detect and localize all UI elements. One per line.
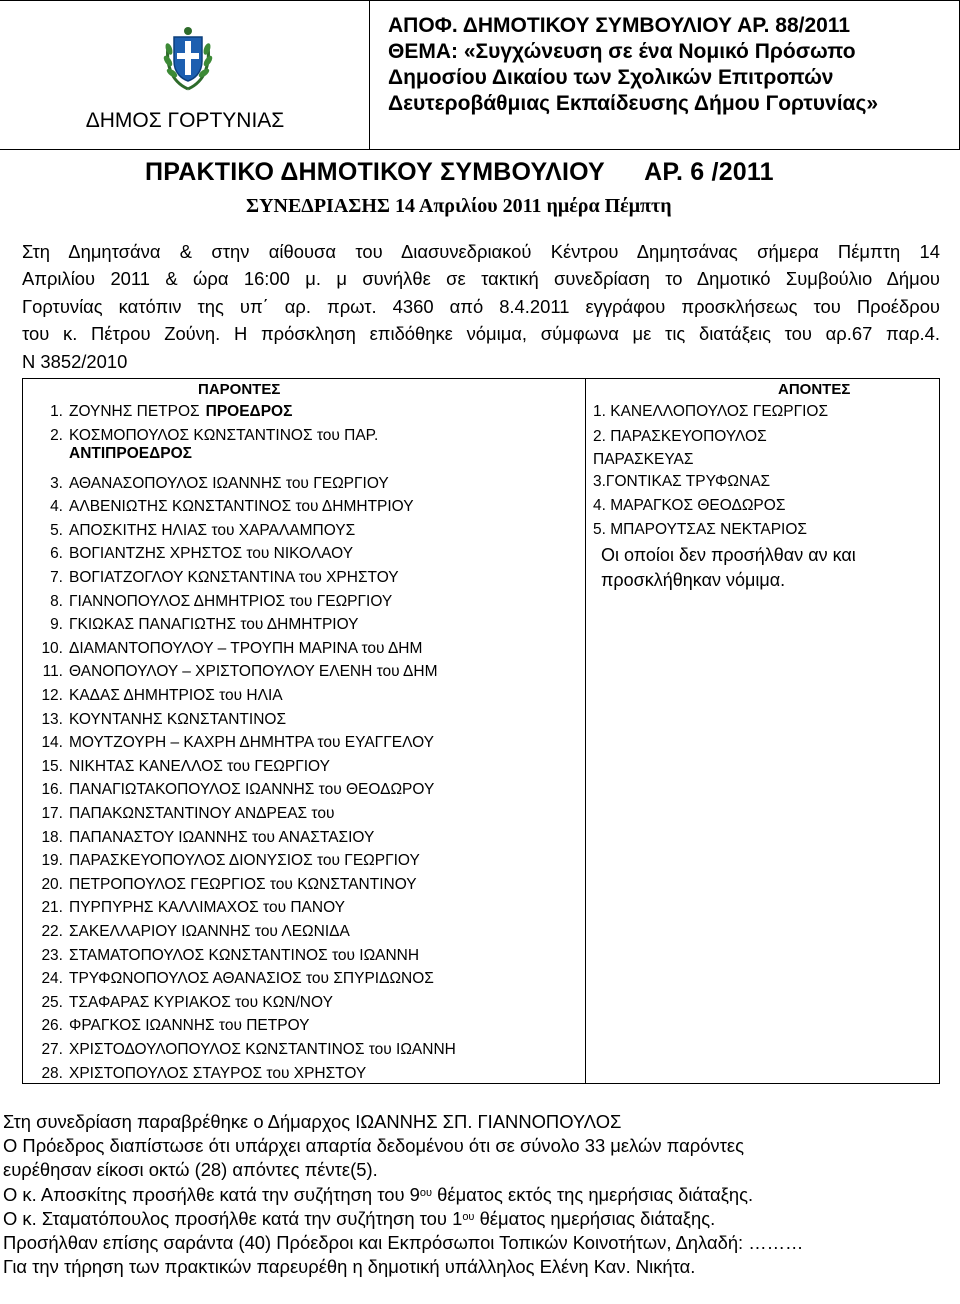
member-number: 3. xyxy=(50,474,63,492)
ordinal-suffix: ου xyxy=(419,1186,433,1199)
member-number: 10. xyxy=(41,639,63,657)
decision-line: Δημοσίου Δικαίου των Σχολικών Επιτροπών xyxy=(388,66,834,89)
member-number: 24. xyxy=(41,970,63,988)
member-number: 12. xyxy=(41,687,63,704)
member-name: ΧΡΙΣΤΟΔΟΥΛΟΠΟΥΛΟΣ ΚΩΝΣΤΑΝΤΙΝΟΣ του ΙΩΑΝΝΗ xyxy=(69,1041,456,1058)
member-name: ΠΑΡΑΣΚΕΥΟΠΟΥΛΟΣ ΔΙΟΝΥΣΙΟΣ του ΓΕΩΡΓΙΟΥ xyxy=(69,852,420,870)
minutes-title-text: ΠΡΑΚΤΙΚΟ ΔΗΜΟΤΙΚΟΥ ΣΥΜΒΟΥΛΙΟΥ xyxy=(145,158,605,186)
present-member xyxy=(25,923,350,941)
member-name: ΝΙΚΗΤΑΣ ΚΑΝΕΛΛΟΣ του ΓΕΩΡΓΙΟΥ xyxy=(69,757,330,775)
member-number: 19. xyxy=(41,852,63,870)
member-number: 13. xyxy=(41,710,63,728)
member-name: ΠΕΤΡΟΠΟΥΛΟΣ ΓΕΩΡΓΙΟΣ του ΚΩΝΣΤΑΝΤΙΝΟΥ xyxy=(69,875,417,893)
member-number: 21. xyxy=(41,899,63,917)
presidents-line: Προσήλθαν επίσης σαράντα (40) Πρόεδροι και Εκπρόσωποι Τοπικών Κοινοτήτων, Δηλαδή: ……… xyxy=(3,1232,804,1254)
member-number: 17. xyxy=(41,805,63,822)
member-name: ΒΟΓΙΑΤΖΟΓΛΟΥ ΚΩΝΣΤΑΝΤΙΝΑ του ΧΡΗΣΤΟΥ xyxy=(69,569,399,586)
decision-line: Δευτεροβάθμιας Εκπαίδευσης Δήμου Γορτυνίας» xyxy=(388,92,879,115)
present-member xyxy=(25,640,422,658)
member-name: ΚΟΥΝΤΑΝΗΣ ΚΩΝΣΤΑΝΤΙΝΟΣ xyxy=(69,710,287,728)
intro-line: Απριλίου 2011 & ώρα 16:00 μ. μ συνήλθε σε τακτική συνεδρίαση το Δημοτικό Συμβούλιο Δήμου xyxy=(22,268,940,290)
member-name: ΠΑΠΑΚΩΝΣΤΑΝΤΙΝΟΥ ΑΝΔΡΕΑΣ του xyxy=(69,805,335,822)
present-member xyxy=(25,593,392,611)
member-name: ΠΑΠΑΝΑΣΤΟΥ ΙΩΑΝΝΗΣ του ΑΝΑΣΤΑΣΙΟΥ xyxy=(69,828,375,846)
intro-line: Στη Δημητσάνα & στην αίθουσα του Διασυνεδριακού Κέντρου Δημητσάνας σήμερα Πέμπτη 14 xyxy=(22,241,940,262)
member-name: ΘΑΝΟΠΟΥΛΟΥ – ΧΡΙΣΤΟΠΟΥΛΟΥ ΕΛΕΝΗ του ΔΗΜ xyxy=(69,663,438,681)
present-member xyxy=(25,899,345,917)
member-number: 1. xyxy=(50,403,63,420)
absent-item: 2. ΠΑΡΑΣΚΕΥΟΠΟΥΛΟΣ ΠΑΡΑΣΚΕΥΑΣ xyxy=(593,428,767,468)
present-member xyxy=(25,852,420,870)
member-name: ΤΡΥΦΩΝΟΠΟΥΛΟΣ ΑΘΑΝΑΣΙΟΣ του ΣΠΥΡΙΔΩΝΟΣ xyxy=(69,970,434,988)
present-member xyxy=(25,805,334,823)
member-number: 26. xyxy=(41,1017,63,1035)
member-number: 28. xyxy=(41,1064,63,1082)
member-name: ΖΟΥΝΗΣ ΠΕΤΡΟΣ xyxy=(69,403,200,420)
member-number: 14. xyxy=(41,734,63,752)
mayor-line: Στη συνεδρίαση παραβρέθηκε ο Δήμαρχος ΙΩΑΝΝΗΣ ΣΠ. ΓΙΑΝΝΟΠΟΥΛΟΣ xyxy=(3,1111,622,1132)
present-member xyxy=(25,994,333,1012)
footer-text xyxy=(0,1110,960,1279)
present-member xyxy=(25,403,292,421)
member-number: 4. xyxy=(50,498,63,516)
member-number: 7. xyxy=(50,569,63,586)
municipality-name: ΔΗΜΟΣ ΓΟΡΤΥΝΙΑΣ xyxy=(85,109,285,132)
member-name: ΑΠΟΣΚΙΤΗΣ ΗΛΙΑΣ του ΧΑΡΑΛΑΜΠΟΥΣ xyxy=(69,521,356,539)
present-member xyxy=(25,522,355,540)
decision-box xyxy=(370,0,960,150)
member-role: ΑΝΤΙΠΡΟΕΔΡΟΣ xyxy=(69,444,192,462)
member-number: 11. xyxy=(42,663,63,681)
column-divider xyxy=(585,379,586,1083)
member-name: ΠΥΡΠΥΡΗΣ ΚΑΛΛΙΜΑΧΟΣ του ΠΑΝΟΥ xyxy=(69,899,345,917)
absent-header: ΑΠΟΝΤΕΣ xyxy=(778,381,851,398)
member-name: ΑΘΑΝΑΣΟΠΟΥΛΟΣ ΙΩΑΝΝΗΣ του ΓΕΩΡΓΙΟΥ xyxy=(69,474,389,492)
greek-coat-of-arms-icon xyxy=(162,23,214,93)
arrival-text: Ο κ. Σταματόπουλος προσήλθε κατά την συζήτηση του 1 xyxy=(3,1207,463,1229)
member-name: ΓΚΙΩΚΑΣ ΠΑΝΑΓΙΩΤΗΣ του ΔΗΜΗΤΡΙΟΥ xyxy=(69,616,359,634)
absent-item: 3.ΓΟΝΤΙΚΑΣ ΤΡΥΦΩΝΑΣ xyxy=(593,473,771,490)
member-name: ΣΤΑΜΑΤΟΠΟΥΛΟΣ ΚΩΝΣΤΑΝΤΙΝΟΣ του ΙΩΑΝΝΗ xyxy=(69,946,420,964)
minutes-title xyxy=(145,158,774,187)
present-member xyxy=(25,1065,366,1083)
member-number: 8. xyxy=(50,592,63,610)
member-number: 20. xyxy=(41,875,63,893)
municipality-box xyxy=(0,0,370,150)
intro-line: του κ. Πέτρου Ζούνη. Η πρόσκληση επιδόθηκε νόμιμα, σύμφωνα με τις διατάξεις του αρ.67 παρ.4. xyxy=(22,323,940,345)
arrival-text: θέματος εκτός της ημερήσιας διάταξης. xyxy=(432,1183,754,1205)
decision-title xyxy=(388,13,878,117)
member-number: 9. xyxy=(50,616,63,634)
member-number: 15. xyxy=(41,757,63,775)
member-number: 6. xyxy=(50,545,63,563)
member-number: 27. xyxy=(41,1041,63,1058)
present-member xyxy=(25,734,434,752)
present-member xyxy=(25,475,389,493)
absent-item: 5. ΜΠΑΡΟΥΤΣΑΣ ΝΕΚΤΑΡΙΟΣ xyxy=(593,521,807,538)
secretary-line: Για την τήρηση των πρακτικών παρευρέθη η δημοτική υπάλληλος Ελένη Καν. Νικήτα. xyxy=(3,1256,696,1278)
present-member xyxy=(25,758,330,776)
intro-line: Γορτυνίας κατόπιν της υπ΄ αρ. πρωτ. 4360 από 8.4.2011 εγγράφου προσκλήσεως του Προέδρου xyxy=(22,295,940,317)
member-number: 5. xyxy=(50,521,63,539)
present-member xyxy=(25,829,374,847)
member-name: ΓΙΑΝΝΟΠΟΥΛΟΣ ΔΗΜΗΤΡΙΟΣ του ΓΕΩΡΓΙΟΥ xyxy=(69,592,393,610)
present-member xyxy=(25,545,353,563)
present-member xyxy=(25,711,286,729)
present-header: ΠΑΡΟΝΤΕΣ xyxy=(198,381,281,398)
session-line: ΣΥΝΕΔΡΙΑΣΗΣ 14 Απριλίου 2011 ημέρα Πέμπτη xyxy=(246,195,672,217)
member-number: 22. xyxy=(41,923,63,940)
member-role: ΠΡΟΕΔΡΟΣ xyxy=(205,403,293,420)
member-name: ΦΡΑΓΚΟΣ ΙΩΑΝΝΗΣ του ΠΕΤΡΟΥ xyxy=(69,1017,310,1035)
member-role-line xyxy=(25,445,378,463)
member-name: ΔΙΑΜΑΝΤΟΠΟΥΛΟΥ – ΤΡΟΥΠΗ ΜΑΡΙΝΑ του ΔΗΜ xyxy=(69,639,423,657)
document-header xyxy=(0,0,960,150)
member-name: ΣΑΚΕΛΛΑΡΙΟΥ ΙΩΑΝΝΗΣ του ΛΕΩΝΙΔΑ xyxy=(69,923,350,940)
member-name: ΜΟΥΤΖΟΥΡΗ – ΚΑΧΡΗ ΔΗΜΗΤΡΑ του ΕΥΑΓΓΕΛΟΥ xyxy=(69,734,435,752)
member-name: ΒΟΓΙΑΝΤΖΗΣ ΧΡΗΣΤΟΣ του ΝΙΚΟΛΑΟΥ xyxy=(69,545,354,563)
decision-line: ΘΕΜΑ: «Συγχώνευση σε ένα Νομικό Πρόσωπο xyxy=(388,40,856,63)
member-number: 18. xyxy=(41,828,63,846)
intro-paragraph xyxy=(22,238,940,375)
arrival-line xyxy=(0,1183,960,1207)
member-number: 23. xyxy=(41,946,63,964)
quorum-line: Ο Πρόεδρος διαπίστωσε ότι υπάρχει απαρτία δεδομένου ότι σε σύνολο 33 μελών παρόντες xyxy=(3,1135,744,1157)
absent-item: 4. ΜΑΡΑΓΚΟΣ ΘΕΟΔΩΡΟΣ xyxy=(593,497,786,514)
absent-note: Οι οποίοι δεν προσήλθαν αν και προσκλήθηκαν νόμιμα. xyxy=(601,545,856,590)
decision-line: ΑΠΟΦ. ΔΗΜΟΤΙΚΟΥ ΣΥΜΒΟΥΛΙΟΥ ΑΡ. 88/2011 xyxy=(388,14,851,37)
ordinal-suffix: ου xyxy=(462,1210,475,1223)
member-name: ΚΟΣΜΟΠΟΥΛΟΣ ΚΩΝΣΤΑΝΤΙΝΟΣ του ΠΑΡ. xyxy=(69,426,379,444)
intro-line: Ν 3852/2010 xyxy=(22,350,128,372)
present-member xyxy=(25,947,419,965)
present-member xyxy=(25,687,283,705)
present-member xyxy=(25,498,414,516)
member-number: 16. xyxy=(41,781,63,799)
present-member xyxy=(25,616,359,634)
present-member xyxy=(25,1017,309,1035)
member-name: ΧΡΙΣΤΟΠΟΥΛΟΣ ΣΤΑΥΡΟΣ του ΧΡΗΣΤΟΥ xyxy=(69,1064,367,1082)
member-name: ΤΣΑΦΑΡΑΣ ΚΥΡΙΑΚΟΣ του ΚΩΝ/ΝΟΥ xyxy=(69,993,333,1011)
member-name: ΠΑΝΑΓΙΩΤΑΚΟΠΟΥΛΟΣ ΙΩΑΝΝΗΣ του ΘΕΟΔΩΡΟΥ xyxy=(69,781,435,799)
absent-item: 1. ΚΑΝΕΛΛΟΠΟΥΛΟΣ ΓΕΩΡΓΙΟΣ xyxy=(593,403,829,420)
present-member xyxy=(25,569,399,587)
member-name: ΑΛΒΕΝΙΩΤΗΣ ΚΩΝΣΤΑΝΤΙΝΟΣ του ΔΗΜΗΤΡΙΟΥ xyxy=(69,498,414,516)
arrival-text: Ο κ. Αποσκίτης προσήλθε κατά την συζήτηση του 9 xyxy=(3,1183,420,1205)
present-member xyxy=(25,1041,456,1059)
arrival-line xyxy=(0,1207,960,1231)
minutes-number: ΑΡ. 6 /2011 xyxy=(644,158,774,186)
quorum-line: ευρέθησαν είκοσι οκτώ (28) απόντες πέντε(5). xyxy=(3,1159,378,1181)
present-member xyxy=(25,970,434,988)
present-member xyxy=(25,781,434,799)
member-number: 2. xyxy=(50,426,63,444)
present-member xyxy=(25,663,438,681)
arrival-text: θέματος ημερήσιας διάταξης. xyxy=(474,1207,716,1229)
present-member xyxy=(25,427,378,463)
attendance-table xyxy=(22,378,940,1084)
member-name: ΚΑΔΑΣ ΔΗΜΗΤΡΙΟΣ του ΗΛΙΑ xyxy=(69,687,283,704)
member-number: 25. xyxy=(41,993,63,1011)
present-member xyxy=(25,876,417,894)
